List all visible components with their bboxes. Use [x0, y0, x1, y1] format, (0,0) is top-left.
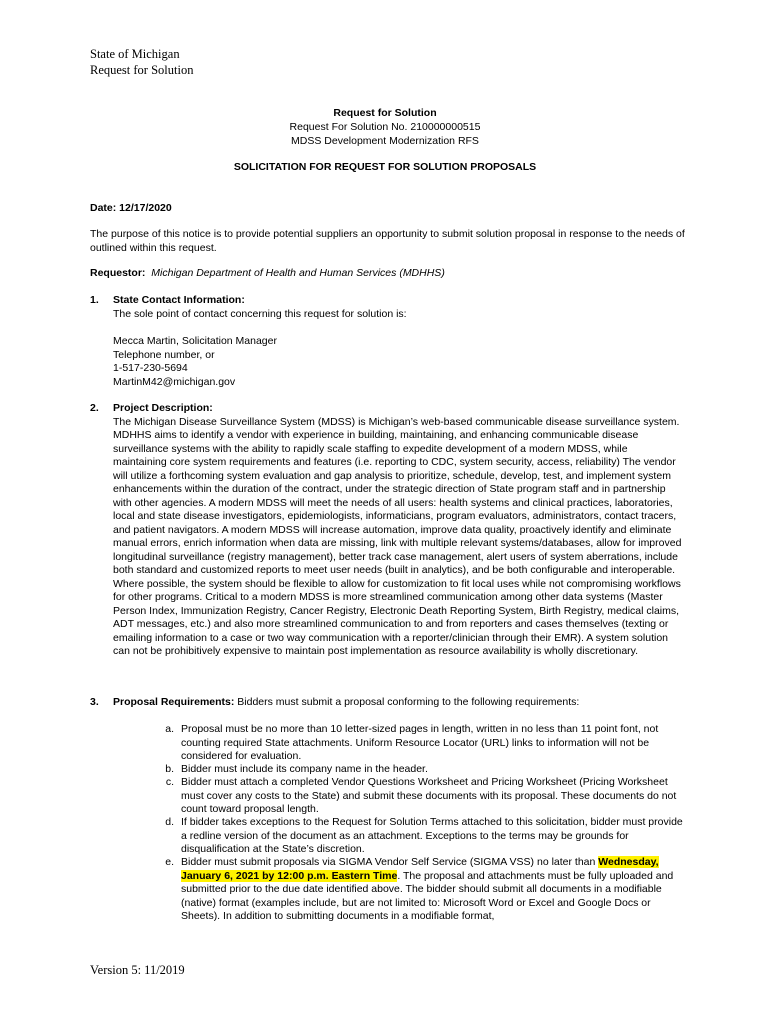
section-3-number: 3.	[90, 696, 99, 708]
due-date-highlight: Wednesday, January 6, 2021 by 12:00 p.m. Eastern Time	[181, 856, 659, 882]
requirement-item: If bidder takes exceptions to the Request for Solution Terms attached to this solicitation, bidder must provide a redline version of the document as an attachment. Exceptions to the terms may be grounds for disqualification at the State’s discretion.	[181, 816, 683, 855]
header-state: State of Michigan	[90, 47, 180, 61]
section-1-intro: The sole point of contact concerning this request for solution is:	[113, 307, 407, 320]
contact-block	[113, 335, 277, 389]
section-2-body: The Michigan Disease Surveillance System (MDSS) is Michigan’s web-based communicable disease surveillance system. MDHHS aims to identify a vendor with experience in building, maintaining, and enhancing communicable disease surveillance systems with the ability to rapidly scale staffing to expedite development of a modern MDSS, while maintaining core system requirements and features (i.e. reporting to CDC, system security, access, reliability) The vendor will utilize a forthcoming system evaluation and gap analysis to prioritize, schedule, develop, test, and implement system enhancements within the duration of the contract, under the strategic direction of State program staff and in partnership with other agencies. A modern MDSS will meet the needs of all users: health systems and clinical practices, laboratories, local and state disease investigators, epidemiologists, informaticians, program evaluators, administrators, contact tracers, and patient navigators. A modern MDSS will increase automation, improve data quality, proactively identify and eliminate manual errors, enrich information when data are missing, link with multiple relevant systems/databases, allow for improved longitudinal surveillance (registry management), better track case management, alert users of system aberrations, include both standard and customized reports to meet user needs (built in analytics), and be both configurable and interoperable. Where possible, the system should be flexible to allow for customization to fit local uses while not compromising workflows for other programs. Critical to a modern MDSS is more streamlined communication among other data systems (Master Person Index, Immunization Registry, Cancer Registry, Electronic Death Reporting System, Birth Registry, medical claims, ADT messages, etc.) and also more streamlined communication to and from reporters and cases themselves (texting or emailing information to a case or two way communication with a reporter/clinician through their EMR). A system solution can not be prohibitively expensive to maintain post implementation as resource availability is wholly discretionary.	[113, 415, 682, 657]
page-title: Request for Solution	[333, 107, 437, 119]
section-2	[113, 402, 683, 659]
contact-phone-label: Telephone number, or	[113, 348, 215, 361]
section-2-number: 2.	[90, 402, 99, 414]
section-2-title: Project Description:	[113, 402, 213, 414]
solicitation-heading: SOLICITATION FOR REQUEST FOR SOLUTION PROPOSALS	[233, 161, 537, 173]
requirement-item: Proposal must be no more than 10 letter-sized pages in length, written in no less than 11 point font, not counting required State attachments. Uniform Resource Locator (URL) links to information will not be considered for evaluation.	[181, 723, 659, 762]
document-header	[90, 46, 193, 78]
item-letter: c.	[165, 776, 174, 788]
contact-name: Mecca Martin, Solicitation Manager	[113, 335, 277, 347]
rfs-name: MDSS Development Modernization RFS	[291, 135, 479, 147]
title-block	[0, 106, 770, 148]
item-e-text-before: Bidder must submit proposals via SIGMA Vendor Self Service (SIGMA VSS) no later than	[181, 856, 599, 868]
version-footer: Version 5: 11/2019	[90, 963, 185, 977]
requirement-item	[181, 856, 686, 924]
rfs-number: Request For Solution No. 210000000515	[289, 121, 481, 133]
item-e-text-after: . The proposal and attachments must be fully uploaded and submitted prior to the due date identified above. The bidder should submit all documents in a modifiable (native) format (examples include, but are not limited to: Microsoft Word or Excel and Google Docs or Sheets). In addition to submitting documents in a modifiable format,	[181, 869, 674, 922]
issue-date: Date: 12/17/2020	[90, 202, 172, 214]
item-letter: e.	[165, 856, 174, 868]
purpose-paragraph: The purpose of this notice is to provide potential suppliers an opportunity to submit solution proposal in response to the needs of outlined within this request.	[90, 228, 685, 254]
section-1-number: 1.	[90, 294, 99, 306]
item-letter: a.	[165, 723, 174, 735]
contact-phone: 1-517-230-5694	[113, 362, 188, 374]
section-1-title: State Contact Information:	[113, 294, 245, 306]
header-doc-type: Request for Solution	[90, 63, 194, 77]
requestor-value: Michigan Department of Health and Human Services (MDHHS)	[151, 267, 445, 279]
requestor-label: Requestor:	[90, 267, 146, 279]
requestor-line	[90, 267, 690, 281]
section-3-title: Proposal Requirements:	[113, 696, 235, 708]
contact-email: MartinM42@michigan.gov	[113, 375, 236, 388]
requirement-item: Bidder must attach a completed Vendor Questions Worksheet and Pricing Worksheet (Pricing Worksheet must cover any costs to the State) and submit these documents with its proposal. These documents do not count toward proposal length.	[181, 776, 677, 815]
item-letter: d.	[165, 816, 174, 828]
section-3	[113, 696, 713, 710]
requirement-item: Bidder must include its company name in the header.	[181, 763, 428, 775]
section-3-intro: Bidders must submit a proposal conforming to the following requirements:	[234, 696, 580, 708]
item-letter: b.	[165, 763, 174, 775]
section-1	[113, 294, 683, 321]
